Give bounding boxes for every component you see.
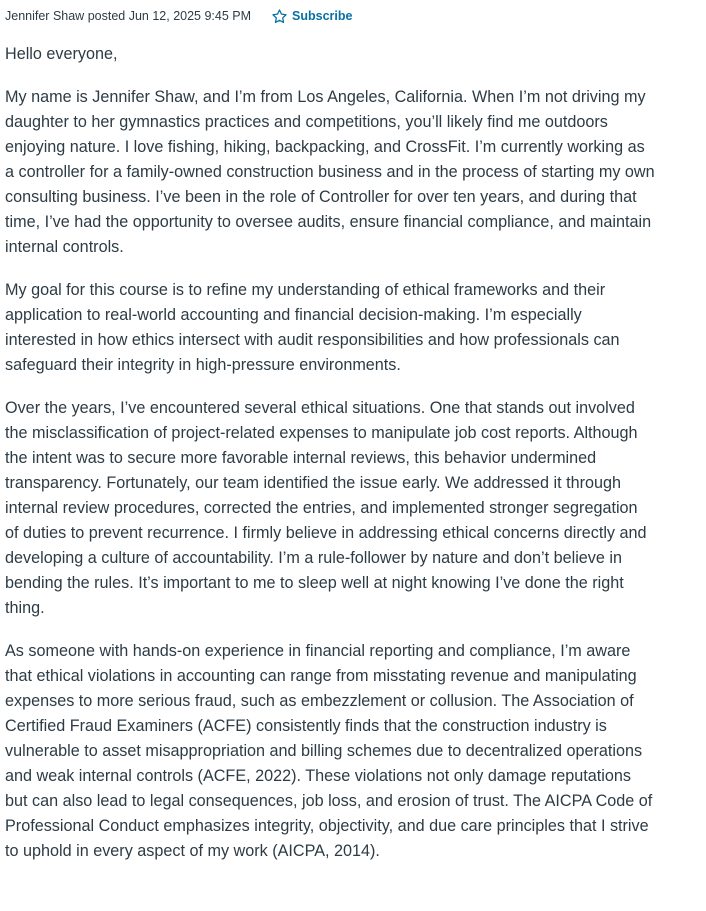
posted-label: posted <box>87 9 126 23</box>
post-date: Jun 12, 2025 9:45 PM <box>128 9 252 23</box>
paragraph-intro: My name is Jennifer Shaw, and I’m from Los Angeles, California. When I’m not driving my daughter to her gymnastics practices and competitions, you’ll likely find me outdoors enjoying nature. I love fishing, hiking, backpacking, and CrossFit. I’m currently working as a controller for a family-owned construction business and in the process of starting my own consulting business. I’ve been in the role of Controller for over ten years, and during that time, I’ve had the opportunity to oversee audits, ensure financial compliance, and maintain internal controls. <box>5 88 655 256</box>
greeting: Hello everyone, <box>5 45 118 63</box>
subscribe-button[interactable] <box>271 8 352 25</box>
post-meta <box>5 9 251 23</box>
paragraph-goals: My goal for this course is to refine my understanding of ethical frameworks and their application to real-world accounting and financial decision-making. I’m especially interested in how ethics intersect with audit responsibilities and how professionals can safeguard their integrity in high-pressure environments. <box>5 281 620 374</box>
post-header <box>5 6 706 26</box>
star-outline-icon <box>271 8 288 25</box>
paragraph-compliance: As someone with hands-on experience in financial reporting and compliance, I’m aware that ethical violations in accounting can range from misstating revenue and manipulating expenses to more serious fraud, such as embezzlement or collusion. The Association of Certified Fraud Examiners (ACFE) consistently finds that the construction industry is vulnerable to asset misappropriation and billing schemes due to decentralized operations and weak internal controls (ACFE, 2022). These violations not only damage reputations but can also lead to legal consequences, job loss, and erosion of trust. The AICPA Code of Professional Conduct emphasizes integrity, objectivity, and due care principles that I strive to uphold in every aspect of my work (AICPA, 2014). <box>5 642 653 860</box>
paragraph-experience: Over the years, I’ve encountered several ethical situations. One that stands out involved the misclassification of project-related expenses to manipulate job cost reports. Although the intent was to secure more favorable internal reviews, this behavior undermined transparency. Fortunately, our team identified the issue early. We addressed it through internal review procedures, corrected the entries, and implemented stronger segregation of duties to prevent recurrence. I firmly believe in addressing ethical concerns directly and developing a culture of accountability. I’m a rule-follower by nature and don’t believe in bending the rules. It’s important to me to sleep well at night knowing I’ve done the right thing. <box>5 399 647 617</box>
post-body <box>5 42 655 864</box>
subscribe-label: Subscribe <box>292 9 353 23</box>
author-name: Jennifer Shaw <box>5 9 85 23</box>
